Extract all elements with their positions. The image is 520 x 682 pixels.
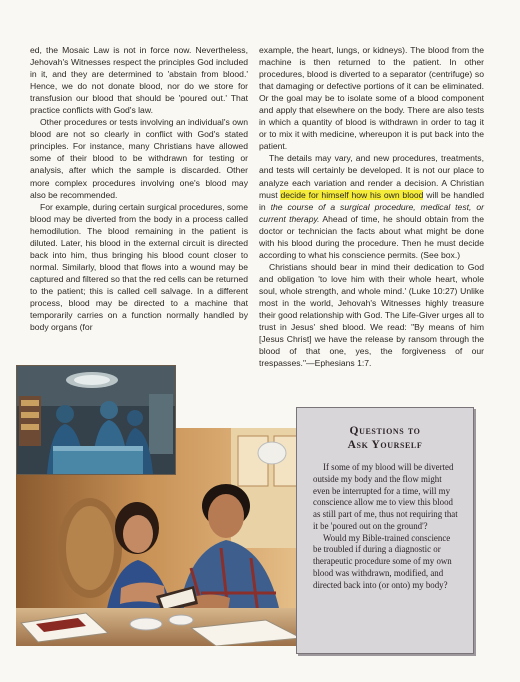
p2-text-mid: will be handled in xyxy=(259,189,484,212)
right-paragraph-2 xyxy=(259,152,484,260)
left-paragraph-2: Other procedures or tests involving an individual's own blood are not so clearly in conflict with God's stated principles. For instance, many Christians have allowed some of their blood to be withdrawn for testing or analysis, after which the sample is discarded. Other more complex procedures involving one's blood may also be recommended. xyxy=(30,117,248,200)
left-paragraph-3: For example, during certain surgical procedures, some blood may be diverted from the body in a process called hemodilution. The blood remaining in the patient is diluted. Later, his blood in the external circuit is directed back into him, thus bringing his blood count closer to normal. Similarly, blood that flows into a wound may be captured and filtered so that the red cells can be returned to the patient; this is called cell salvage. In a different process, blood may be directed to a machine that temporarily carries on a function normally handled by body organs (for xyxy=(30,201,248,333)
p2-text-after: Ahead of time, he should obtain from the doctor or technician the facts about what might be done with his blood during the procedure. Then he must decide according to what his conscience permits. (See box.) xyxy=(259,213,484,260)
sidebar-question-2: Would my Bible-trained conscience be troubled if during a diagnostic or therapeutic procedure some of my own blood was withdrawn, modified, and directed back into (or onto) my body? xyxy=(313,532,452,590)
surgery-photo xyxy=(16,365,176,475)
sidebar-title-line-1: Questions to xyxy=(349,425,421,437)
left-paragraph-1: ed, the Mosaic Law is not in force now. Nevertheless, Jehovah's Witnesses respect the principles God included in it, and they are determined to 'abstain from blood.' Hence, we do not donate blood, nor do we store for transfusion our blood that should be 'poured out.' That practice conflicts with God's law. xyxy=(30,45,248,116)
surgery-illustration xyxy=(17,366,175,474)
p2-italic-phrase: the course of a surgical procedure, medical test, or current therapy. xyxy=(259,201,484,224)
p2-text-before: The details may vary, and new procedures, treatments, and tests will certainly be developed. It is not our place to analyze each variation and render a decision. A Christian must xyxy=(259,153,484,200)
left-column xyxy=(30,44,248,333)
right-column xyxy=(259,44,484,369)
questions-sidebar xyxy=(296,407,474,654)
sidebar-question-1: If some of my blood will be diverted outside my body and the flow might even be interrupted for a time, will my conscience allow me to view this blood as still part of me, thus not requiring that it be 'poured out on the ground'? xyxy=(313,462,458,531)
highlighted-phrase: decide for himself how his own blood xyxy=(280,189,424,200)
right-paragraph-3: Christians should bear in mind their dedication to God and obligation 'to love him with their whole heart, whole soul, whole strength, and whole mind.' (Luke 10:27) Unlike most in the world, Jehovah's Witnesses highly treasure their good relationship with God. The Life-Giver urges all to trust in Jesus' shed blood. We read: "By means of him [Jesus Christ] we have the release by ransom through the blood of that one, yes, the forgiveness of our trespasses."—Ephesians 1:7. xyxy=(259,261,484,369)
sidebar-title-line-2: Ask Yourself xyxy=(347,439,423,451)
sidebar-title xyxy=(297,424,473,452)
right-paragraph-1: example, the heart, lungs, or kidneys). The blood from the machine is then returned to the patient. In other procedures, blood is diverted to a separator (centrifuge) so that damaging or defective portions of it can be eliminated. Or the goal may be to isolate some of a blood component and apply that elsewhere on the body. There are also tests in which a quantity of blood is withdrawn in order to tag it or to mix it with medicine, whereupon it is put back into the patient. xyxy=(259,45,484,152)
